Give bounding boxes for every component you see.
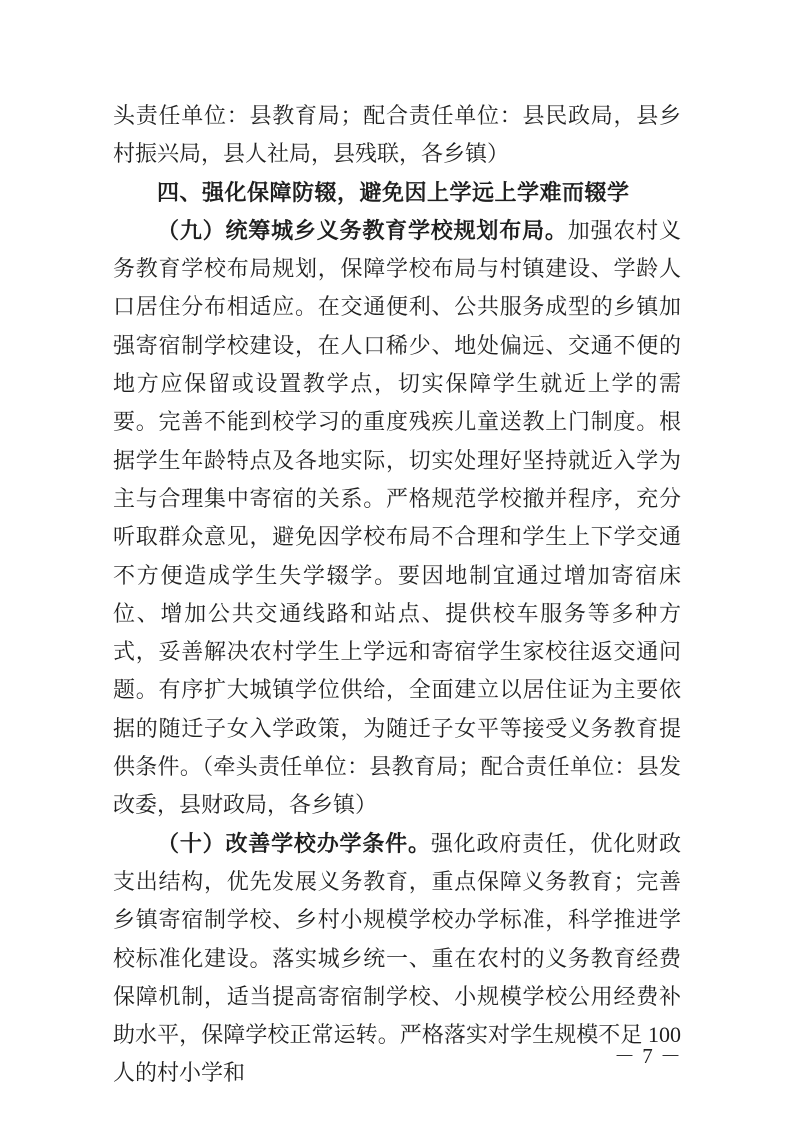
paragraph-lead: （十）改善学校办学条件。 <box>157 830 431 856</box>
paragraph <box>113 212 681 825</box>
paragraph <box>113 97 681 174</box>
section-heading <box>113 174 681 212</box>
paragraph-text: 加强农村义务教育学校布局规划，保障学校布局与村镇建设、学龄人口居住分布相适应。在交通便利、公共服务成型的乡镇加强寄宿制学校建设，在人口稀少、地处偏远、交通不便的地方应保留或设置教学点，切实保障学生就近上学的需要。完善不能到校学习的重度残疾儿童送教上门制度。根据学生年龄特点及各地实际，切实处理好坚持就近入学为主与合理集中寄宿的关系。严格规范学校撤并程序，充分听取群众意见，避免因学校布局不合理和学生上下学交通不方便造成学生失学辍学。要因地制宜通过增加寄宿床位、增加公共交通线路和站点、提供校车服务等多种方式，妥善解决农村学生上学远和寄宿学生家校往返交通问题。有序扩大城镇学位供给，全面建立以居住证为主要依据的随迁子女入学政策，为随迁子女平等接受义务教育提供条件。（牵头责任单位：县教育局；配合责任单位：县发改委，县财政局，各乡镇） <box>113 217 681 818</box>
section-heading-text: 四、强化保障防辍，避免因上学远上学难而辍学 <box>157 179 630 205</box>
paragraph-lead: （九）统筹城乡义务教育学校规划布局。 <box>157 217 568 243</box>
document-body <box>113 97 681 1093</box>
paragraph-text: 头责任单位：县教育局；配合责任单位：县民政局，县乡村振兴局，县人社局，县残联，各乡镇） <box>113 103 681 167</box>
page-number: － 7 － <box>614 1044 682 1068</box>
paragraph-text: 强化政府责任，优化财政支出结构，优先发展义务教育，重点保障义务教育；完善乡镇寄宿制学校、乡村小规模学校办学标准，科学推进学校标准化建设。落实城乡统一、重在农村的义务教育经费保障机制，适当提高寄宿制学校、小规模学校公用经费补助水平，保障学校正常运转。严格落实对学生规模不足 100 人的村小学和 <box>113 830 681 1086</box>
